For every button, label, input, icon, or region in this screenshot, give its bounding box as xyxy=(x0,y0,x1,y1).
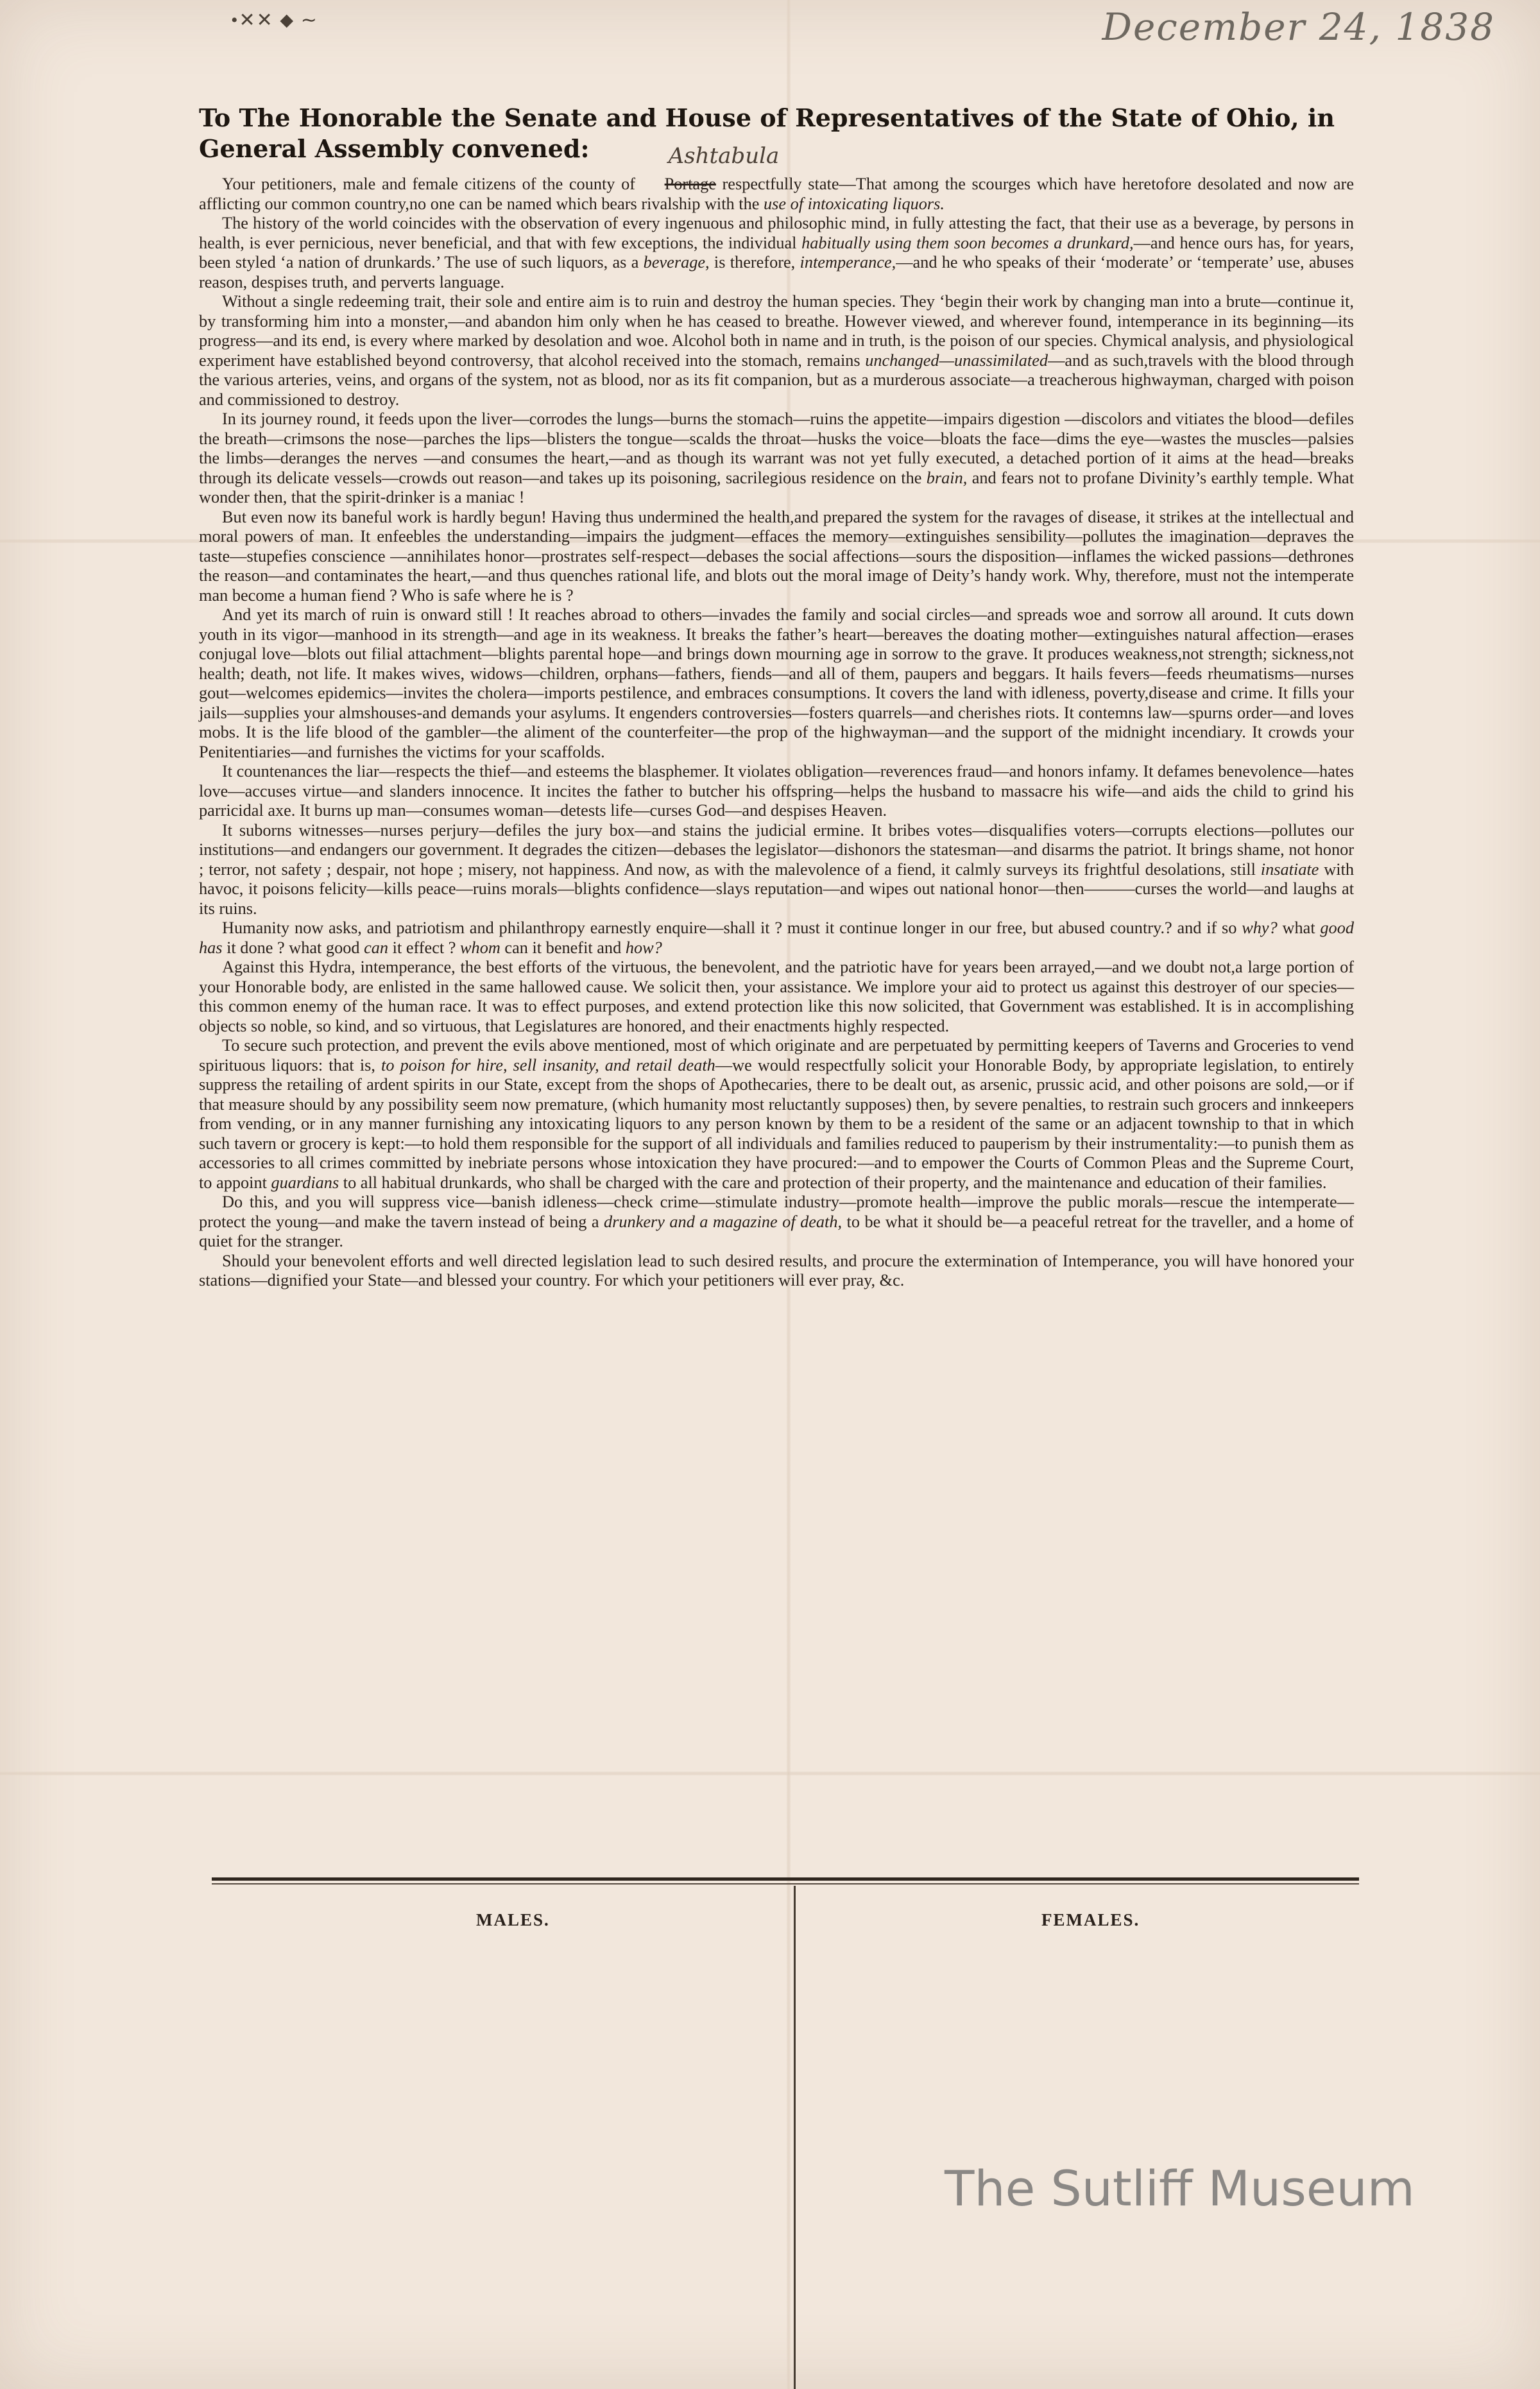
paragraph-history: The history of the world coincides with the observation of every ingenuous and philosophic mind, in fully attesting the fact, that their use as a beverage, by persons in health, is ever pernicious, never beneficial, and that with few exceptions, the individual habitually using them soon becomes a drunkard,—and hence ours has, for years, been styled ‘a nation of drunkards.’ The use of such liquors, as a beverage, is therefore, intemperance,—and he who speaks of their ‘moderate’ or ‘temperate’ use, abuses reason, despises truth, and perverts language. xyxy=(199,214,1354,291)
signature-rule-thin xyxy=(212,1883,1359,1884)
paragraph-march-of-ruin: And yet its march of ruin is onward still ! It reaches abroad to others—invades the family and social circles—and spreads woe and sorrow all around. It cuts down youth in its vigor—manhood in its strength—and age in its weakness. It breaks the father’s heart—bereaves the doating mother—extinguishes natural affection—erases conjugal love—blots out filial attachment—blights parental hope—and brings down mourning age in sorrow to the grave. It produces weakness,not strength; sickness,not health; death, not life. It makes wives, widows—children, orphans—fathers, fiends—and all of them, paupers and beggars. It hails fevers—feeds rheumatisms—nurses gout—welcomes epidemics—invites the cholera—imports pestilence, and embraces consumptions. It covers the land with idleness, poverty,disease and crime. It fills your jails—supplies your almshouses-and demands your asylums. It engenders controversies—fosters quarrels—and cherishes riots. It contemns law—spurns order—and loves mobs. It is the life blood of the gambler—the aliment of the counterfeiter—the prop of the highwayman—and the support of the midnight incendiary. It crowds your Penitentiaries—and furnishes the victims for your scaffolds. xyxy=(199,605,1354,761)
paragraph-suborns-witnesses: It suborns witnesses—nurses perjury—defiles the jury box—and stains the judicial ermine. It bribes votes—disqualifies voters—corrupts elections—pollutes our institutions—and endangers our government. It degrades the citizen—debases the legislator—dishonors the statesman—and disarms the patriot. It brings shame, not honor ; terror, not safety ; despair, not hope ; misery, not happiness. And now, as with the malevolence of a fiend, it calmly surveys its frightful desolations, still insatiate with havoc, it poisons felicity—kills peace—ruins morals—blights confidence—slays reputation—and wipes out national honor—then———curses the world—and laughs at its ruins. xyxy=(199,820,1354,918)
signature-rule-heavy xyxy=(212,1877,1359,1881)
petition-title: To The Honorable the Senate and House of Representatives of the State of Ohio, in General Assembly convened: xyxy=(199,103,1335,163)
county-handwritten: Ashtabula xyxy=(668,143,780,169)
paragraph-secure-protection: To secure such protection, and prevent the evils above mentioned, most of which originate and are perpetuated by permitting keepers of Taverns and Groceries to vend spirituous liquors: that is, to poison for hire, sell insanity, and retail death—we would respectfully solicit your Honorable Body, by appropriate legislation, to entirely suppress the retailing of ardent spirits in our State, except from the shops of Apothecaries, there to be dealt out, as arsenic, prussic acid, and other poisons are sold,—or if that measure should by any possibility seem now premature, (which humanity most reluctantly supposes) then, by severe penalties, to restrain such grocers and innkeepers from vending, or in any manner furnishing any intoxicating liquors to any person known by them to be a resident of the same or an adjacent township to that in which such tavern or grocery is kept:—to hold them responsible for the support of all individuals and families reduced to pauperism by their instrumentality:—to punish them as accessories to all crimes committed by inebriate persons whose intoxication they have procured:—and to empower the Courts of Common Pleas and the Supreme Court, to appoint guardians to all habitual drunkards, who shall be charged with the care and protection of their property, and the maintenance and education of their families. xyxy=(199,1036,1354,1192)
paragraph-countenances-liar: It countenances the liar—respects the thief—and esteems the blasphemer. It violates obligation—reverences fraud—and honors infamy. It defames benevolence—hates love—accuses virtue—and slanders innocence. It incites the father to butcher his offspring—helps the husband to massacre his wife—and aids the child to grind his parricidal axe. It burns up man—consumes woman—detests life—curses God—and despises Heaven. xyxy=(199,762,1354,820)
paragraph-do-this: Do this, and you will suppress vice—banish idleness—check crime—stimulate industry—promote health—improve the public morals—rescue the intemperate—protect the young—and make the tavern instead of being a drunkery and a magazine of death, to be what it should be—a peaceful retreat for the traveller, and a home of quiet for the stranger. xyxy=(199,1193,1354,1250)
paragraph-journey-round: In its journey round, it feeds upon the liver—corrodes the lungs—burns the stomach—ruins the appetite—impairs digestion —discolors and vitiates the blood—defiles the breath—crimsons the nose—parches the lips—blisters the tongue—scalds the throat—husks the voice—bloats the face—dims the eye—wastes the muscles—palsies the limbs—deranges the nerves —and consumes the heart,—and as though its warrant was not yet fully executed, a detached portion of it aims at the head—breaks through its delicate vessels—crowds out reason—and takes up its poisoning, sacrilegious residence on the brain, and fears not to profane Divinity’s earthly temple. What wonder then, that the spirit-drinker is a maniac ! xyxy=(199,410,1355,506)
county-printed-struck: Portage xyxy=(664,175,716,193)
paragraph-hydra: Against this Hydra, intemperance, the best efforts of the virtuous, the benevolent, and the patriotic have for years been arrayed,—and we doubt not,a large portion of your Honorable body, are enlisted in the same hallowed cause. We solicit then, your assistance. We implore your aid to protect us against this destroyer of our species—this common enemy of the human race. It was to effect purposes, and extend protection like this now solicited, that Government was established. It is in accomplishing objects so noble, so kind, and so virtuous, that Legislatures are honored, and their enactments highly respected. xyxy=(199,958,1354,1035)
paragraph-opening: Your petitioners, male and female citizens of the county of Portage Ashtabula respectfully state—That among the scourges which have heretofore desolated and now are afflicting our common country,no one can be named which bears rivalship with the use of intoxicating liquors. xyxy=(199,143,1354,213)
paragraph-humanity-asks: Humanity now asks, and patriotism and philanthropy earnestly enquire—shall it ? must it continue longer in our free, but abused country.? and if so why? what good has it done ? what good can it effect ? whom can it benefit and how? xyxy=(199,919,1354,957)
males-column-header: MALES. xyxy=(476,1910,550,1929)
paragraph-without-redeeming-trait: Without a single redeeming trait, their sole and entire aim is to ruin and destroy the human species. They ‘begin their work by changing man into a brute—continue it, by transforming him into a monster,—and abandon him only when he has ceased to breathe. However viewed, and wherever found, intemperance in its beginning—its progress—and its end, is every where marked by desolation and woe. Alcohol both in name and in truth, is the poison of our species. Chymical analysis, and physiological experiment have established beyond controversy, that alcohol received into the stomach, remains unchanged—unassimilated—and as such,travels with the blood through the various arteries, veins, and organs of the system, not as blood, nor as its fit companion, but as a murderous associate—a treacherous highwayman, charged with poison and commissioned to destroy. xyxy=(199,292,1354,409)
handwritten-date: December 24, 1838 xyxy=(1102,5,1495,49)
county-name xyxy=(642,143,780,194)
paragraph-closing: Should your benevolent efforts and well directed legislation lead to such desired results, and procure the extermination of Intemperance, you will have honored your stations—dignified your State—and blessed your country. For which your petitioners will ever pray, &c. xyxy=(199,1251,1354,1289)
ink-specks: •✕✕ ⬥ ∼ xyxy=(231,10,318,31)
paper-fold xyxy=(0,1772,1540,1775)
petition-body xyxy=(199,143,1355,1291)
females-column-header: FEMALES. xyxy=(1041,1910,1140,1929)
museum-watermark: The Sutliff Museum xyxy=(945,2160,1415,2217)
paragraph-baneful-work: But even now its baneful work is hardly begun! Having thus undermined the health,and prepared the system for the ravages of disease, it strikes at the intellectual and moral powers of man. It enfeebles the understanding—impairs the judgment—effaces the memory—extinguishes sensibility—pollutes the imagination—depraves the taste—stupefies conscience —annihilates honor—prostrates self-respect—debases the social affections—sours the disposition—inflames the wicked passions—dethrones the reason—and contaminates the heart,—and thus quenches rational life, and blots out the moral image of Deity’s handy work. Why, therefore, must not the intemperate man become a human fiend ? Who is safe where he is ? xyxy=(199,507,1354,605)
petition-content xyxy=(199,103,1354,1291)
signature-column-divider xyxy=(794,1886,796,2389)
